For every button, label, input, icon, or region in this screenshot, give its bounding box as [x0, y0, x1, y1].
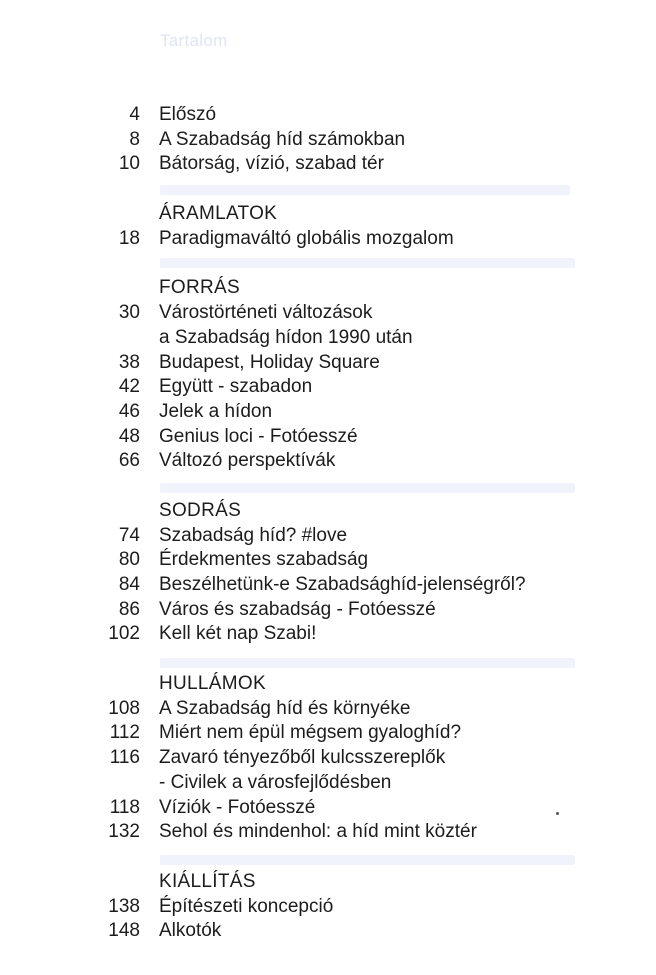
speck	[556, 812, 559, 815]
toc-entry	[0, 796, 656, 821]
toc-entry-title: Beszélhetünk-e Szabadsághíd-jelenségről?	[159, 574, 526, 595]
toc-entry	[0, 227, 656, 252]
page-title: Tartalom	[160, 31, 228, 50]
section-title: ÁRAMLATOK	[159, 203, 278, 225]
toc-entry-title: a Szabadság hídon 1990 után	[159, 326, 413, 348]
toc-entry	[0, 573, 656, 598]
toc-entry-title: Genius loci - Fotóesszé	[159, 425, 358, 447]
section-gap	[0, 177, 656, 202]
toc-entry	[0, 895, 656, 920]
toc-page-number: 18	[118, 227, 140, 249]
toc-page-number: 42	[118, 376, 140, 398]
toc-entry	[0, 326, 656, 351]
toc-page-number: 84	[118, 574, 140, 595]
toc-entry	[0, 919, 656, 944]
toc-entry	[0, 548, 656, 573]
toc-entry-title: Víziók - Fotóesszé	[159, 796, 316, 818]
section-gap	[0, 251, 656, 276]
toc-page-number: 80	[118, 549, 140, 571]
toc-entry-title: A Szabadság híd és környéke	[159, 697, 411, 719]
toc-entry	[0, 425, 656, 450]
toc-entry-title: Budapest, Holiday Square	[159, 351, 380, 373]
section-title: FORRÁS	[159, 277, 240, 299]
toc-page-number: 138	[108, 895, 140, 917]
toc-page-number: 132	[108, 821, 140, 843]
toc-entry	[0, 746, 656, 771]
toc-entry	[0, 351, 656, 376]
toc-section-heading	[0, 276, 656, 301]
toc-entry-title: Sehol és mindenhol: a híd mint köztér	[159, 821, 477, 843]
toc-page-number: 108	[108, 697, 140, 719]
section-title: KIÁLLÍTÁS	[159, 870, 256, 892]
section-gap	[0, 845, 656, 870]
toc-page-number: 86	[118, 598, 140, 620]
toc-entry-title: Érdekmentes szabadság	[159, 549, 369, 571]
section-gap	[0, 474, 656, 499]
toc-entry	[0, 375, 656, 400]
toc-page-number: 38	[118, 351, 140, 373]
toc-entry-title: Várostörténeti változások	[159, 302, 373, 324]
toc-entry-title: Jelek a hídon	[159, 400, 273, 422]
toc-entry-title: Együtt - szabadon	[159, 376, 313, 398]
toc-entry	[0, 771, 656, 796]
toc-entry-title: - Civilek a városfejlődésben	[159, 771, 392, 793]
toc-entry	[0, 449, 656, 474]
section-title: HULLÁMOK	[159, 673, 266, 695]
section-gap	[0, 647, 656, 672]
toc-page-number: 10	[118, 153, 140, 175]
toc-page-number: 116	[109, 747, 140, 769]
toc-entry-title: Paradigmaváltó globális mozgalom	[159, 227, 454, 249]
toc-page-number: 112	[109, 722, 140, 744]
toc-page-number: 118	[109, 796, 140, 818]
toc-entry	[0, 103, 656, 128]
toc-entry-title: Alkotók	[159, 920, 222, 942]
toc-entry-title: Előszó	[159, 104, 217, 125]
toc-page-number: 4	[129, 104, 140, 125]
toc-entry	[0, 524, 656, 549]
toc-entry	[0, 598, 656, 623]
toc-entry	[0, 301, 656, 326]
toc-entry	[0, 622, 656, 647]
section-title: SODRÁS	[159, 499, 242, 521]
toc-page-number: 46	[118, 400, 140, 422]
toc-entry	[0, 697, 656, 722]
toc-section-heading	[0, 499, 656, 524]
toc-entry-title: Város és szabadság - Fotóesszé	[159, 598, 436, 620]
toc-entry-title: Miért nem épül mégsem gyaloghíd?	[159, 722, 462, 744]
toc-entry	[0, 128, 656, 153]
toc-section-heading	[0, 870, 656, 895]
toc-page-number: 66	[118, 450, 140, 472]
toc-page-number: 30	[118, 302, 140, 324]
toc-page-number: 74	[118, 524, 140, 546]
toc-entry	[0, 820, 656, 845]
toc-entry	[0, 400, 656, 425]
toc-page-number: 102	[108, 623, 140, 645]
toc-entry-title: Zavaró tényezőből kulcsszereplők	[159, 747, 446, 769]
toc-entry-title: Kell két nap Szabi!	[159, 623, 317, 645]
toc-entry-title: Építészeti koncepció	[159, 895, 334, 917]
toc-page-number: 8	[129, 128, 140, 150]
toc-entry	[0, 721, 656, 746]
toc-entry-title: Változó perspektívák	[159, 450, 336, 472]
toc-entry	[0, 152, 656, 177]
toc-entry-title: Szabadság híd? #love	[159, 524, 348, 546]
toc-page-number: 48	[118, 425, 140, 447]
table-of-contents	[0, 103, 656, 944]
toc-section-heading	[0, 672, 656, 697]
toc-entry-title: A Szabadság híd számokban	[159, 128, 406, 150]
toc-section-heading	[0, 202, 656, 227]
toc-entry-title: Bátorság, vízió, szabad tér	[159, 153, 384, 175]
toc-page-number: 148	[108, 920, 140, 942]
